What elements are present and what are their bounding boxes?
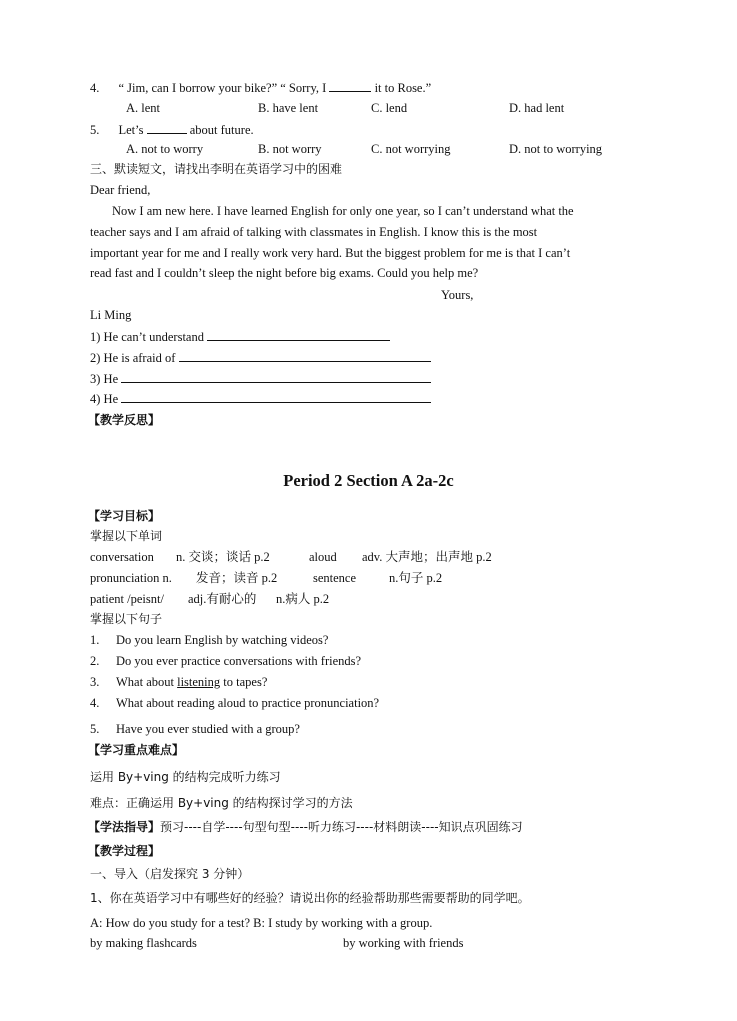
item-number: 3. xyxy=(90,675,100,689)
question-4 xyxy=(90,79,431,96)
answer-prompt: 3) He xyxy=(90,372,119,386)
answer-blank[interactable] xyxy=(121,370,431,383)
question-5 xyxy=(90,121,254,138)
question-1: 1、你在英语学习中有哪些好的经验？请说出你的经验帮助那些需要帮助的同学吧。 xyxy=(90,891,530,905)
question-number: 4. xyxy=(90,81,100,95)
section-heading: 三、默读短文，请找出李明在英语学习中的困难 xyxy=(90,162,343,176)
vocab-heading: 掌握以下单词 xyxy=(90,529,163,543)
option-b[interactable]: B. not worry xyxy=(258,142,322,156)
option-b[interactable]: B. have lent xyxy=(258,101,319,115)
answer-line-2 xyxy=(90,349,431,366)
sentence-text: Do you learn English by watching videos? xyxy=(116,633,329,647)
vocab-word: aloud xyxy=(309,550,337,564)
answer-prompt: 1) He can’t understand xyxy=(90,330,204,344)
answer-blank[interactable] xyxy=(329,79,371,92)
method-line xyxy=(88,819,523,835)
vocab-word: conversation xyxy=(90,550,154,564)
answer-line-1 xyxy=(90,328,390,345)
difficulty-point: 难点：正确运用 By+ving 的结构探讨学习的方法 xyxy=(90,796,353,810)
period-title: Period 2 Section A 2a-2c xyxy=(283,471,454,490)
letter-line: read fast and I couldn’t sleep the night before big exams. Could you help me? xyxy=(90,266,479,280)
method-heading: 【学法指导】 xyxy=(88,820,161,834)
question-number: 5. xyxy=(90,123,100,137)
option-c[interactable]: C. not worrying xyxy=(371,142,451,156)
option-d[interactable]: D. not to worrying xyxy=(509,142,603,156)
letter-signature: Li Ming xyxy=(90,308,132,322)
answer-prompt: 4) He xyxy=(90,392,119,406)
item-number: 4. xyxy=(90,696,100,710)
sentence-item xyxy=(90,653,361,669)
sentence-item xyxy=(90,721,300,737)
letter-greeting: Dear friend, xyxy=(90,183,151,197)
answer-line-4 xyxy=(90,390,431,407)
question-stem: Let’s xyxy=(118,123,144,137)
example-phrase: by making flashcards xyxy=(90,936,197,950)
sentences-heading: 掌握以下句子 xyxy=(90,612,163,626)
option-a[interactable]: A. not to worry xyxy=(126,142,204,156)
question-stem-end: about future. xyxy=(189,123,254,137)
answer-blank[interactable] xyxy=(179,349,431,362)
sentence-text: to tapes? xyxy=(220,675,268,689)
vocab-definition: 发音；读音 p.2 xyxy=(196,571,278,585)
vocab-definition: n.病人 p.2 xyxy=(276,592,330,606)
answer-prompt: 2) He is afraid of xyxy=(90,351,176,365)
question-stem-end: it to Rose.” xyxy=(374,81,432,95)
vocab-word: sentence xyxy=(313,571,357,585)
vocab-word: pronunciation n. xyxy=(90,571,172,585)
option-a[interactable]: A. lent xyxy=(126,101,161,115)
option-c[interactable]: C. lend xyxy=(371,101,408,115)
answer-blank[interactable] xyxy=(147,121,187,134)
answer-blank[interactable] xyxy=(207,328,390,341)
vocab-word: patient /peisnt/ xyxy=(90,592,164,606)
sentence-item xyxy=(90,695,379,711)
underlined-word: listening xyxy=(177,675,221,689)
intro-line: 一、导入（启发探究 3 分钟） xyxy=(90,867,250,881)
item-number: 2. xyxy=(90,654,100,668)
vocab-definition: n.句子 p.2 xyxy=(389,571,443,585)
sentence-text: What about reading aloud to practice pronunciation? xyxy=(116,696,380,710)
letter-line: Now I am new here. I have learned English for only one year, so I can’t understand what the xyxy=(112,204,574,218)
sentence-item xyxy=(90,674,267,690)
process-heading: 【教学过程】 xyxy=(88,844,161,858)
answer-line-3 xyxy=(90,370,431,387)
vocab-definition: adv. 大声地；出声地 p.2 xyxy=(362,550,492,564)
sentence-text: What about xyxy=(116,675,178,689)
reflection-heading: 【教学反思】 xyxy=(88,413,161,427)
vocab-definition: adj.有耐心的 xyxy=(188,592,257,606)
sentence-item xyxy=(90,632,328,648)
item-number: 5. xyxy=(90,722,100,736)
question-stem: “ Jim, can I borrow your bike?” “ Sorry, I xyxy=(118,81,327,95)
letter-line: important year for me and I really work very hard. But the biggest problem for me is that I can’t xyxy=(90,246,571,260)
method-text: 预习----自学----句型句型----听力练习----材料朗读----知识点巩固练习 xyxy=(160,820,523,834)
answer-blank[interactable] xyxy=(121,390,431,403)
letter-line: teacher says and I am afraid of talking with classmates in English. I know this is the most xyxy=(90,225,538,239)
goals-heading: 【学习目标】 xyxy=(88,509,161,523)
vocab-definition: n. 交谈；谈话 p.2 xyxy=(176,550,270,564)
example-phrase: by working with friends xyxy=(343,936,464,950)
letter-closing: Yours, xyxy=(441,288,474,302)
sentence-text: Do you ever practice conversations with friends? xyxy=(116,654,362,668)
option-d[interactable]: D. had lent xyxy=(509,101,565,115)
key-point: 运用 By+ving 的结构完成听力练习 xyxy=(90,770,281,784)
sentence-text: Have you ever studied with a group? xyxy=(116,722,300,736)
item-number: 1. xyxy=(90,633,100,647)
dialog-line: A: How do you study for a test? B: I study by working with a group. xyxy=(90,916,433,930)
key-heading: 【学习重点难点】 xyxy=(88,743,185,757)
